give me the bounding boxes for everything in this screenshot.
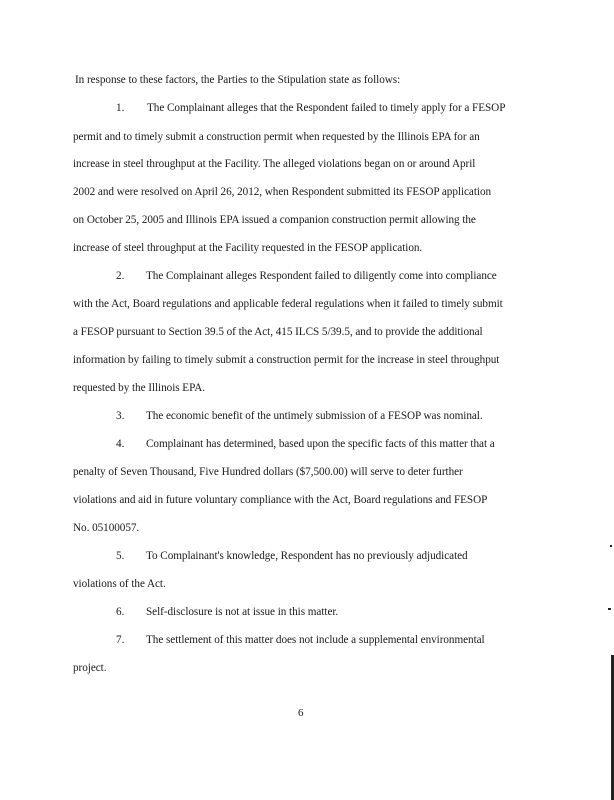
paragraph-3-number: 3. — [116, 410, 125, 422]
paragraph-1-number: 1. — [116, 102, 125, 114]
paragraph-4-line-2: penalty of Seven Thousand, Five Hundred dollars ($7,500.00) will serve to deter further — [73, 466, 463, 478]
page-number: 6 — [298, 707, 304, 719]
paragraph-3-line-1: The economic benefit of the untimely submission of a FESOP was nominal. — [146, 410, 483, 422]
paragraph-4-line-3: violations and aid in future voluntary compliance with the Act, Board regulations and FESOP — [73, 494, 488, 506]
paragraph-4-line-4: No. 05100057. — [73, 522, 140, 534]
scan-edge-mark — [610, 545, 612, 547]
paragraph-7-number: 7. — [116, 634, 125, 646]
paragraph-7-line-2: project. — [73, 662, 107, 674]
paragraph-1-line-2: permit and to timely submit a construction permit when requested by the Illinois EPA for an — [73, 131, 480, 143]
scan-edge-mark — [608, 608, 611, 610]
paragraph-7-line-1: The settlement of this matter does not include a supplemental environmental — [146, 634, 485, 646]
paragraph-5-line-2: violations of the Act. — [73, 578, 166, 590]
paragraph-1-line-1: The Complainant alleges that the Respondent failed to timely apply for a FESOP — [147, 102, 506, 114]
paragraph-5-number: 5. — [116, 550, 125, 562]
paragraph-2-line-5: requested by the Illinois EPA. — [73, 382, 206, 394]
paragraph-1-line-5: on October 25, 2005 and Illinois EPA issued a companion construction permit allowing the — [73, 214, 476, 226]
paragraph-6-number: 6. — [116, 606, 125, 618]
paragraph-1-line-4: 2002 and were resolved on April 26, 2012, when Respondent submitted its FESOP application — [73, 186, 492, 198]
paragraph-2-line-4: information by failing to timely submit a construction permit for the increase in steel throughput — [73, 354, 500, 366]
intro-text: In response to these factors, the Parties to the Stipulation state as follows: — [75, 74, 401, 86]
paragraph-2-line-3: a FESOP pursuant to Section 39.5 of the Act, 415 ILCS 5/39.5, and to provide the additional — [73, 326, 483, 338]
paragraph-4-line-1: Complainant has determined, based upon the specific facts of this matter that a — [146, 438, 495, 450]
paragraph-5-line-1: To Complainant's knowledge, Respondent has no previously adjudicated — [146, 550, 468, 562]
paragraph-4-number: 4. — [116, 438, 125, 450]
paragraph-2-line-2: with the Act, Board regulations and applicable federal regulations when it failed to timely submit — [73, 298, 503, 310]
paragraph-6-line-1: Self-disclosure is not at issue in this matter. — [146, 606, 339, 618]
paragraph-2-line-1: The Complainant alleges Respondent failed to diligently come into compliance — [146, 270, 497, 282]
paragraph-1-line-3: increase in steel throughput at the Facility. The alleged violations began on or around April — [73, 158, 476, 170]
paragraph-2-number: 2. — [116, 270, 125, 282]
paragraph-1-line-6: increase of steel throughput at the Facility requested in the FESOP application. — [73, 242, 423, 254]
